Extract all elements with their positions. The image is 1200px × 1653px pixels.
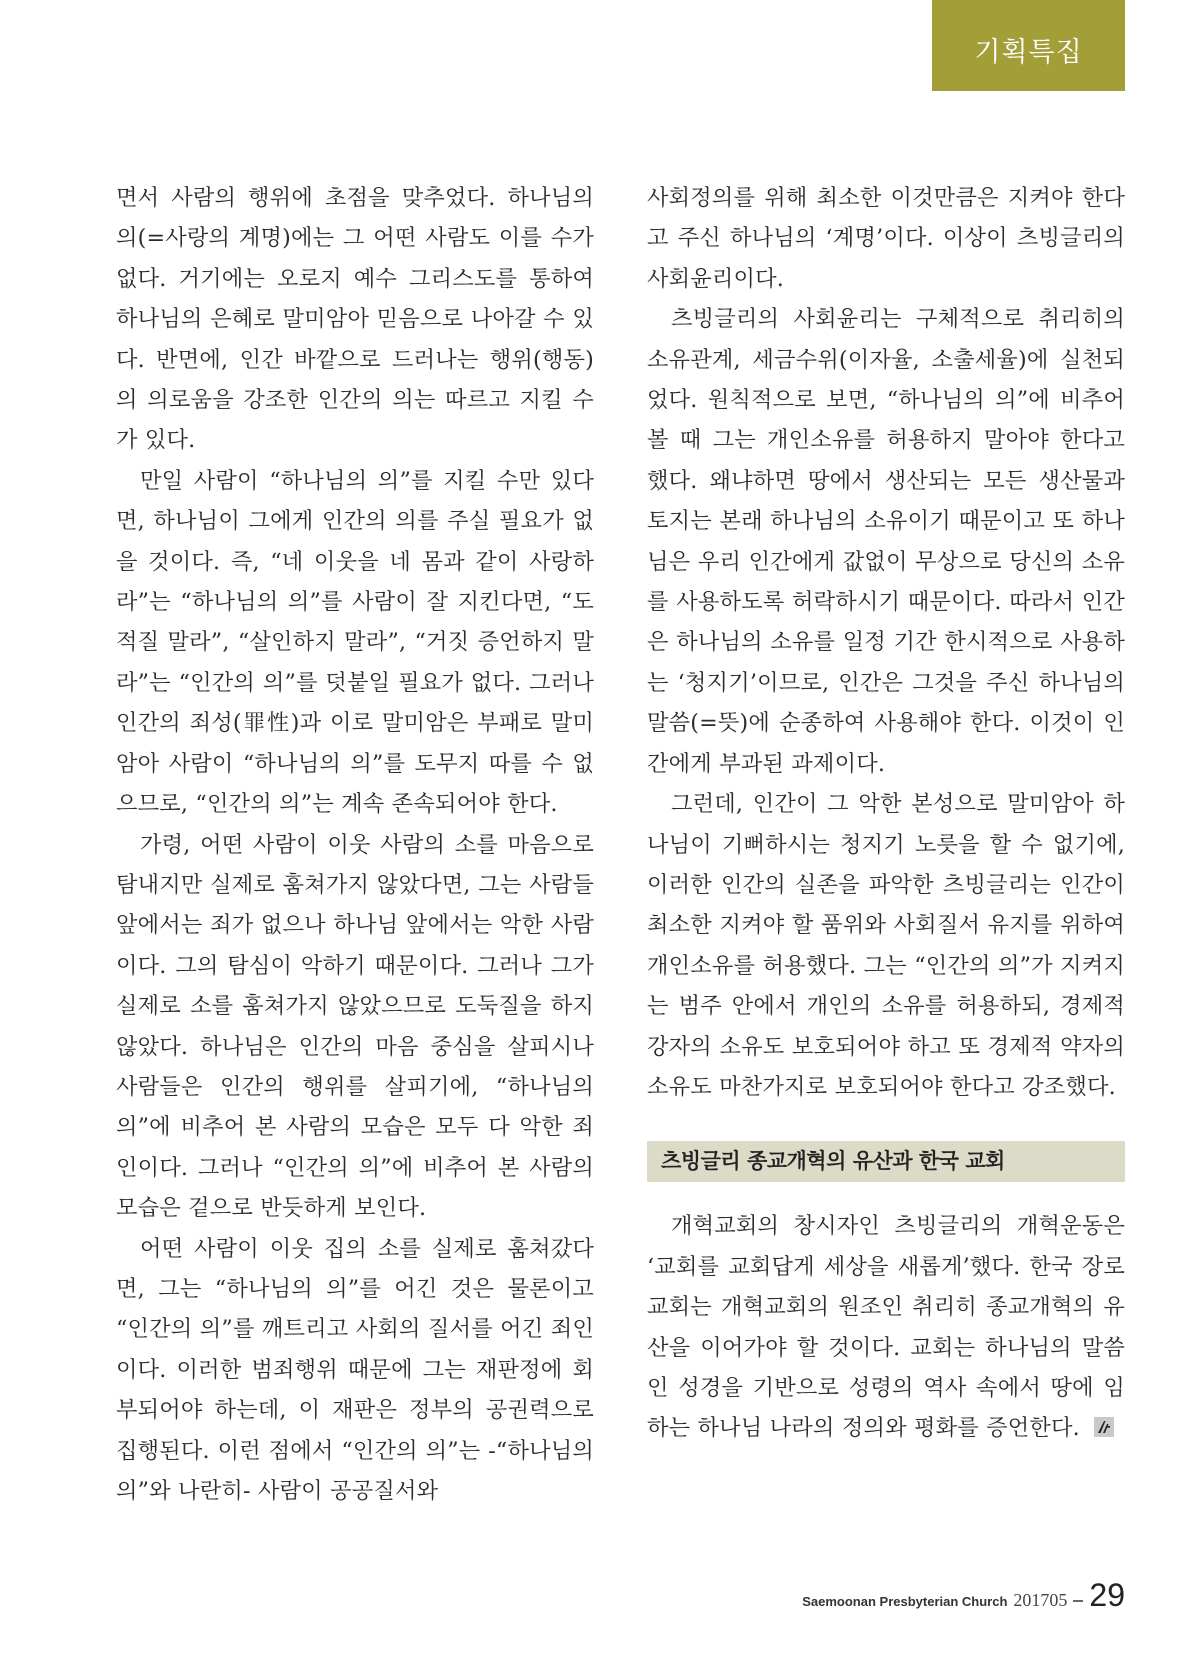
paragraph: 가령, 어떤 사람이 이웃 사람의 소를 마음으로 탐내지만 실제로 훔쳐가지 않았다면, 그는 사람들 앞에서는 죄가 없으나 하나님 앞에서는 악한 사람이다. 그의 탐심이 악하기 때문이다. 그러나 그가 실제로 소를 훔쳐가지 않았으므로 도둑질을 하지 않았다. 하나님은 인간의 마음 중심을 살피시나 사람들은 인간의 행위를 살피기에, “하나님의 의”에 비추어 본 사람의 모습은 모두 다 악한 죄인이다. 그러나 “인간의 의”에 비추어 본 사람의 모습은 겉으로 반듯하게 보인다. bbox=[116, 831, 594, 1222]
paragraph: 츠빙글리의 사회윤리는 구체적으로 취리히의 소유관계, 세금수위(이자율, 소출세율)에 실천되었다. 원칙적으로 보면, “하나님의 의”에 비추어 볼 때 그는 개인소유를 허용하지 말아야 한다고 했다. 왜냐하면 땅에서 생산되는 모든 생산물과 토지는 본래 하나님의 소유이기 때문이고 또 하나님은 우리 인간에게 값없이 무상으로 당신의 소유를 사용하도록 허락하시기 때문이다. 따라서 인간은 하나님의 소유를 일정 기간 한시적으로 사용하는 ‘청지기’이므로, 인간은 그것을 주신 하나님의 말씀(=뜻)에 순종하여 사용해야 한다. 이것이 인간에게 부과된 과제이다. bbox=[647, 306, 1125, 777]
section-tab: 기획특집 bbox=[932, 0, 1125, 91]
page-footer bbox=[790, 1577, 1125, 1617]
footer-church-name: Saemoonan Presbyterian Church bbox=[802, 1594, 1008, 1609]
footer-separator bbox=[1073, 1600, 1083, 1602]
closing-paragraph bbox=[647, 1206, 1125, 1448]
end-mark-icon bbox=[1094, 1417, 1114, 1437]
closing-text: 개혁교회의 창시자인 츠빙글리의 개혁운동은 ‘교회를 교회답게 세상을 새롭게’했다. 한국 장로교회는 개혁교회의 원조인 취리히 종교개혁의 유산을 이어가야 할 것이다. 교회는 하나님의 말씀인 성경을 기반으로 성령의 역사 속에서 땅에 임하는 하나님 나라의 정의와 평화를 증언한다. bbox=[647, 1213, 1125, 1442]
paragraph: 어떤 사람이 이웃 집의 소를 실제로 훔쳐갔다면, 그는 “하나님의 의”를 어긴 것은 물론이고 “인간의 의”를 깨트리고 사회의 질서를 어긴 죄인이다. 이러한 범죄행위 때문에 그는 재판정에 회부되어야 하는데, 이 재판은 정부의 공권력으로 집행된다. 이런 점에서 “인간의 의”는 -“하나님의 의”와 나란히- 사람이 공공질서와 bbox=[116, 1235, 594, 1504]
paragraph: 그런데, 인간이 그 악한 본성으로 말미암아 하나님이 기뻐하시는 청지기 노릇을 할 수 없기에, 이러한 인간의 실존을 파악한 츠빙글리는 인간이 최소한 지켜야 할 품위와 사회질서 유지를 위하여 개인소유를 허용했다. 그는 “인간의 의”가 지켜지는 범주 안에서 개인의 소유를 허용하되, 경제적 강자의 소유도 보호되어야 하고 또 경제적 약자의 소유도 마찬가지로 보호되어야 한다고 강조했다. bbox=[647, 791, 1125, 1100]
page-number: 29 bbox=[1089, 1577, 1125, 1613]
footer-issue: 201705 bbox=[1013, 1590, 1068, 1610]
left-column bbox=[116, 178, 594, 1511]
paragraph: 면서 사람의 행위에 초점을 맞추었다. 하나님의 의(=사랑의 계명)에는 그 어떤 사람도 이를 수가 없다. 거기에는 오로지 예수 그리스도를 통하여 하나님의 은혜로 말미암아 믿음으로 나아갈 수 있다. 반면에, 인간 바깥으로 드러나는 행위(행동)의 의로움을 강조한 인간의 의는 따르고 지킬 수가 있다. bbox=[116, 185, 594, 454]
paragraph: 사회정의를 위해 최소한 이것만큼은 지켜야 한다고 주신 하나님의 ‘계명’이다. 이상이 츠빙글리의 사회윤리이다. bbox=[647, 185, 1125, 292]
section-heading: 츠빙글리 종교개혁의 유산과 한국 교회 bbox=[647, 1141, 1125, 1182]
paragraph: 만일 사람이 “하나님의 의”를 지킬 수만 있다면, 하나님이 그에게 인간의 의를 주실 필요가 없을 것이다. 즉, “네 이웃을 네 몸과 같이 사랑하라”는 “하나님의 의”를 사람이 잘 지킨다면, “도적질 말라”, “살인하지 말라”, “거짓 증언하지 말라”는 “인간의 의”를 덧붙일 필요가 없다. 그러나 인간의 죄성(罪性)과 이로 말미암은 부패로 말미암아 사람이 “하나님의 의”를 도무지 따를 수 없으므로, “인간의 의”는 계속 존속되어야 한다. bbox=[116, 467, 594, 818]
right-column bbox=[647, 178, 1125, 1449]
